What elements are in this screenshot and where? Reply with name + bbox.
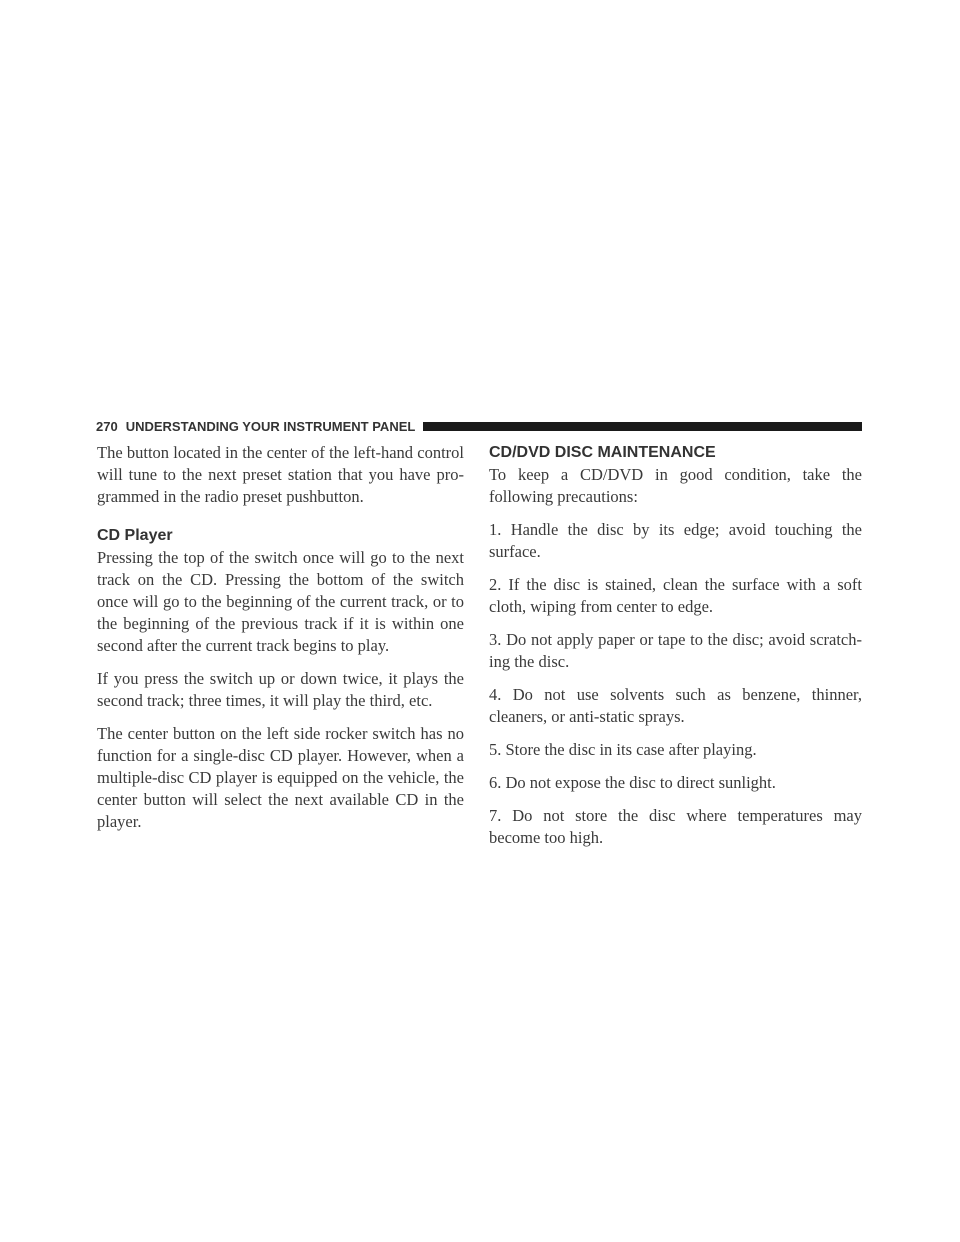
body-paragraph: Pressing the top of the switch once will go to the next track on the CD. Pressing the bottom of the switch once will go to the beginning of the current track, or to the beginning of the previous track if it is within one second after the current track begins to play. <box>97 548 464 655</box>
precaution-item: 1. Handle the disc by its edge; avoid touching the surface. <box>489 520 862 561</box>
precaution-item: 6. Do not expose the disc to direct sunlight. <box>489 773 776 792</box>
precaution-item: 4. Do not use solvents such as benzene, thinner, cleaners, or anti-static sprays. <box>489 685 862 726</box>
section-title: UNDERSTANDING YOUR INSTRUMENT PANEL <box>125 418 416 434</box>
left-column <box>97 442 464 844</box>
header-rule <box>423 422 862 431</box>
precaution-item: 3. Do not apply paper or tape to the disc; avoid scratch-ing the disc. <box>489 630 862 671</box>
precaution-item: 7. Do not store the disc where temperatures may become too high. <box>489 806 862 847</box>
cd-player-heading: CD Player <box>97 527 173 544</box>
precautions-intro: To keep a CD/DVD in good condition, take the following precautions: <box>489 465 862 506</box>
body-paragraph: The center button on the left side rocker switch has no function for a single-disc CD player. However, when a multiple-disc CD player is equipped on the vehicle, the center button will select the next available CD in the player. <box>97 724 464 831</box>
disc-maintenance-heading: CD/DVD DISC MAINTENANCE <box>489 444 716 461</box>
page-header <box>96 417 862 435</box>
right-column <box>489 442 862 860</box>
precaution-item: 2. If the disc is stained, clean the surface with a soft cloth, wiping from center to edge. <box>489 575 862 616</box>
page-number: 270 <box>96 418 118 434</box>
intro-paragraph: The button located in the center of the left-hand control will tune to the next preset station that you have pro-grammed in the radio preset pushbutton. <box>97 443 464 506</box>
body-paragraph: If you press the switch up or down twice, it plays the second track; three times, it will play the third, etc. <box>97 669 464 710</box>
precaution-item: 5. Store the disc in its case after playing. <box>489 740 757 759</box>
